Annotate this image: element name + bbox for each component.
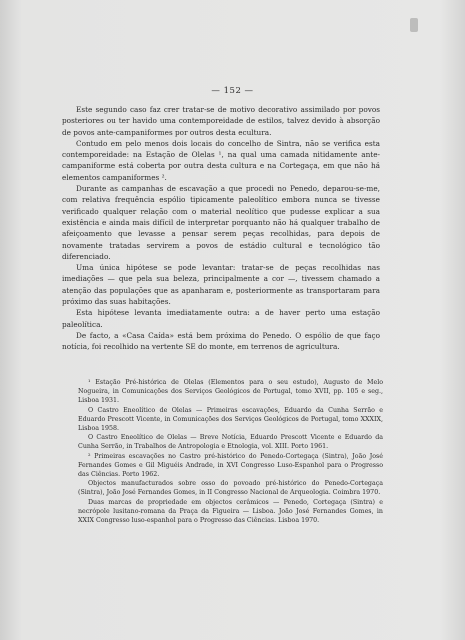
paragraph: Contudo em pelo menos dois locais do concelho de Sintra, não se verifica esta contemporeidade: na Estação de Olelas ¹, na qual uma camada nitidamente ante-campaniforme está coberta por outra desta cultura e na Cortegaça, em que não há elementos campaniformes ². — [62, 138, 380, 182]
paragraph: Uma única hipótese se pode levantar: tratar-se de peças recolhidas nas imediações — que pela sua beleza, principalmente a cor —, tivessem chamado a atenção das populações que as apanharam e, posteriormente as transportaram para próximo das suas habitações. — [62, 263, 380, 307]
footnote: ¹ Estação Pré-histórica de Olelas (Elementos para o seu estudo), Augusto de Melo Nogueira, in Comunicações dos Serviços Geológicos de Portugal, tomo XVII, pp. 105 e seg., Lisboa 1931. — [78, 379, 383, 405]
paragraph: De facto, a «Casa Caída» está bem próxima do Penedo. O espólio de que faço notícia, foi recolhido na vertente SE do monte, em terrenos de agricultura. — [62, 330, 380, 352]
footnote: O Castro Eneolítico de Olelas — Primeiras escavações, Eduardo da Cunha Serrão e Eduardo Prescott Vicente, in Comunicações dos Serviços Geológicos de Portugal, tomo XXXIX, Lisboa 1958. — [78, 406, 383, 433]
paragraph: Este segundo caso faz crer tratar-se de motivo decorativo assimilado por povos posteriores ou ter havido uma contemporeidade de estilos, talvez devido à absorção de povos ante-campaniformes por outros desta ecultura. — [62, 105, 380, 137]
footnote: ² Primeiras escavações no Castro pré-histórico do Penedo-Cortegaça (Sintra), João José Fernandes Gomes e Gil Miguéis Andrade, in XVI Congresso Luso-Espanhol para o Progresso das Ciências. Porto 1962. — [78, 452, 383, 479]
footnote: Objectos manufacturados sobre osso do povoado pré-histórico do Penedo-Cortegaça (Sintra), João José Fernandes Gomes, in II Congresso Nacional de Arqueologia. Coimbra 1970. — [78, 480, 383, 497]
page-number: — 152 — — [211, 86, 254, 96]
footnote: O Castro Eneolítico de Olelas — Breve Notícia, Eduardo Prescott Vicente e Eduardo da Cunha Serrão, in Trabalhos de Antropologia e Etnologia, vol. XIII. Porto 1961. — [78, 434, 383, 451]
footnote: Duas marcas de propriedade em objectos cerâmicos — Penedo, Cortegaça (Sintra) e necrópole lusitano-romana da Praça da Figueira — Lisboa. João José Fernandes Gomes, in XXIX Congresso luso-espanhol para o Progresso das Ciências. Lisboa 1970. — [78, 498, 383, 525]
paragraph: Esta hipótese levanta imediatamente outra: a de haver perto uma estação paleolítica. — [62, 308, 380, 329]
paragraph: Durante as campanhas de escavação a que procedi no Penedo, deparou-se-me, com relativa frequência espólio tipicamente paleolítico embora nunca se tivesse verificado qualquer relação com o material neolítico que pudesse explicar a sua existência e ainda mais difícil de interpretar porquanto não há qualquer trabalho de afeiçoamento que levasse a pensar serem peças recolhidas, para depois de novamente tratadas servirem a povos de estádio cultural e tecnológico tão diferenciado. — [62, 184, 380, 261]
scan-smudge — [410, 18, 418, 32]
footnotes — [78, 378, 383, 525]
main-text — [62, 104, 380, 353]
